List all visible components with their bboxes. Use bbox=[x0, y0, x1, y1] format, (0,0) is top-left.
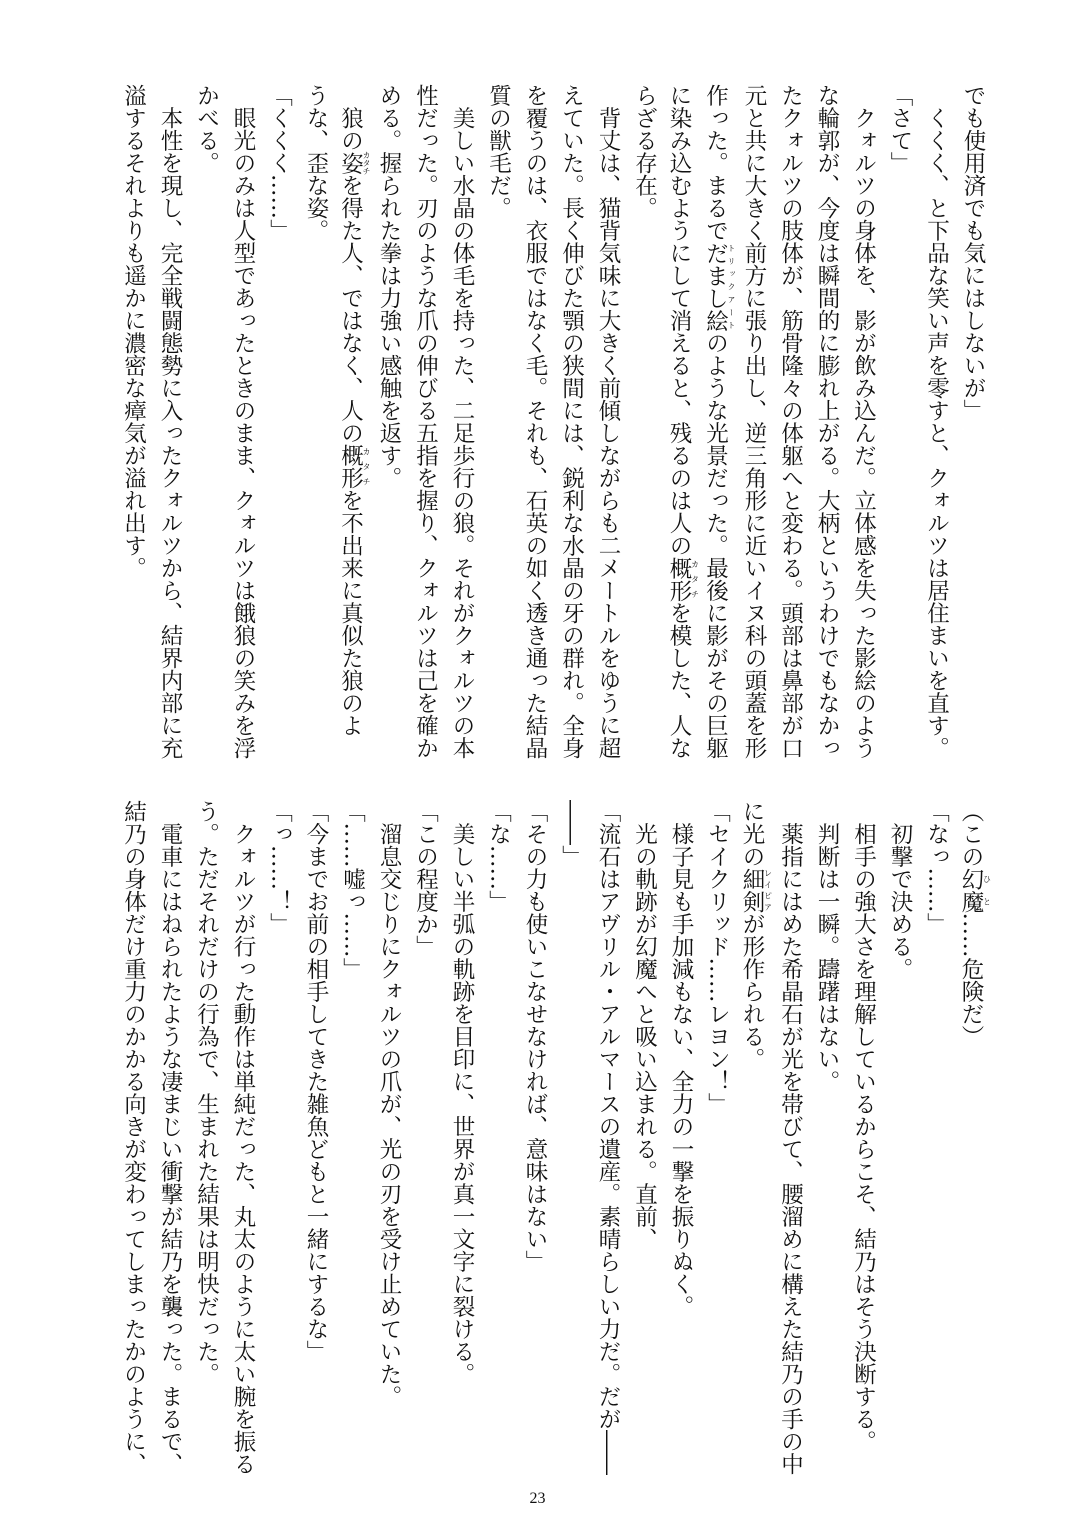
text-segment: うな、歪な姿。 bbox=[303, 84, 329, 242]
text-segment: 本性を現し、完全戦闘態勢に入ったクォルツから、結界内部に充 bbox=[157, 84, 183, 759]
text-segment: 「さて」 bbox=[887, 84, 913, 174]
text-segment: 「この程度か」 bbox=[412, 800, 439, 958]
text-column bbox=[699, 800, 736, 1490]
text-column bbox=[736, 84, 773, 774]
text-column bbox=[444, 800, 481, 1490]
text-column bbox=[152, 84, 189, 774]
text-column bbox=[407, 84, 444, 774]
text-column bbox=[955, 84, 992, 774]
text-column bbox=[809, 84, 846, 774]
text-segment: 「な……」 bbox=[485, 800, 512, 913]
text-segment: 薬指にはめた希晶石が光を帯びて、腰溜めに構えた結乃の手の中 bbox=[777, 800, 804, 1475]
ruby-text bbox=[702, 241, 736, 332]
text-segment: たクォルツの肢体が、筋骨隆々の体躯へと変わる。頭部は鼻部が口 bbox=[777, 84, 804, 759]
text-segment: う。ただそれだけの行為で、生まれた結果は明快だった。 bbox=[193, 800, 220, 1385]
ruby-base: 細剣 bbox=[739, 867, 765, 913]
text-column bbox=[225, 800, 262, 1490]
text-segment: 様子見も手加減もない、全力の一撃を振りぬく。 bbox=[668, 800, 694, 1318]
text-segment: 眼光のみは人型であったときのまま、クォルツは餓狼の笑みを浮 bbox=[230, 84, 256, 759]
text-segment: を得た人、ではなく、人の bbox=[337, 174, 364, 444]
text-column bbox=[590, 84, 627, 774]
text-segment: 「……嘘っ……」 bbox=[339, 800, 366, 980]
text-column bbox=[517, 800, 554, 1490]
page-number: 23 bbox=[529, 1490, 546, 1507]
text-segment: 「なっ……」 bbox=[923, 800, 950, 935]
ruby-base: 概形 bbox=[666, 556, 692, 602]
text-segment: （この bbox=[958, 800, 984, 868]
text-column bbox=[188, 800, 225, 1490]
text-column bbox=[371, 84, 408, 774]
text-column bbox=[334, 84, 371, 774]
text-column bbox=[480, 800, 517, 1490]
text-segment: クォルツが行った動作は単純だった、丸太のように太い腕を振る bbox=[230, 800, 256, 1475]
text-column bbox=[152, 800, 189, 1490]
text-segment: 美しい水晶の体毛を持った、二足歩行の狼。それがクォルツの本 bbox=[449, 84, 475, 759]
text-column bbox=[882, 800, 919, 1490]
ruby-text bbox=[337, 444, 371, 489]
text-segment: 相手の強大さを理解しているからこそ、結乃はそう決断する。 bbox=[850, 800, 877, 1453]
text-segment: 電車にはねられたような凄まじい衝撃が結乃を襲った。まるで、 bbox=[157, 800, 183, 1475]
text-column bbox=[407, 800, 444, 1490]
text-column bbox=[626, 800, 663, 1490]
ruby-base: だまし絵 bbox=[702, 241, 729, 332]
text-column bbox=[298, 800, 335, 1490]
text-segment: くくく、と下品な笑い声を零すと、クォルツは居住まいを直す。 bbox=[923, 84, 950, 759]
text-column bbox=[918, 84, 955, 774]
text-segment: 溜息交じりにクォルツの爪が、光の刃を受け止めていた。 bbox=[376, 800, 402, 1408]
text-segment: 美しい半弧の軌跡を目印に、世界が真一文字に裂ける。 bbox=[449, 800, 475, 1385]
text-segment: な輪郭が、今度は瞬間的に膨れ上がる。大柄というわけでもなかっ bbox=[814, 84, 840, 759]
text-segment: でも使用済でも気にはしないが」 bbox=[960, 84, 986, 422]
text-segment: める。握られた拳は力強い感触を返す。 bbox=[376, 84, 402, 489]
text-segment: に染み込むようにして消えると、残るのは人の bbox=[666, 84, 692, 557]
text-segment: 判断は一瞬。躊躇はない。 bbox=[814, 800, 840, 1093]
text-segment: を不出来に真似た狼のよ bbox=[337, 489, 364, 737]
text-segment: 「流石はアヴリル・アルマースの遺産。素晴らしい力だ。だが―― bbox=[595, 800, 621, 1475]
ruby-annotation: カタチ bbox=[690, 556, 700, 602]
text-segment: 性だった。刃のような爪の伸びる五指を握り、クォルツは己を確か bbox=[412, 84, 439, 759]
text-column bbox=[517, 84, 554, 774]
text-column bbox=[553, 84, 590, 774]
text-column bbox=[444, 84, 481, 774]
ruby-text bbox=[958, 867, 992, 913]
text-segment: ――」 bbox=[558, 800, 585, 868]
text-column bbox=[115, 800, 152, 1490]
text-segment: 元と共に大きく前方に張り出し、逆三角形に近いイヌ科の頭蓋を形 bbox=[741, 84, 767, 759]
text-column bbox=[371, 800, 408, 1490]
text-column bbox=[480, 84, 517, 774]
text-column bbox=[663, 84, 700, 774]
text-segment: を覆うのは、衣服ではなく毛。それも、石英の如く透き通った結晶 bbox=[522, 84, 548, 759]
text-segment: 「その力も使いこなせなければ、意味はない」 bbox=[522, 800, 548, 1273]
ruby-text bbox=[337, 150, 371, 175]
text-column bbox=[809, 800, 846, 1490]
text-column bbox=[298, 84, 335, 774]
text-segment: 「くくく……」 bbox=[266, 84, 293, 242]
text-column bbox=[845, 84, 882, 774]
text-column bbox=[772, 800, 809, 1490]
text-column bbox=[882, 84, 919, 774]
text-column bbox=[225, 84, 262, 774]
ruby-annotation: ひと bbox=[982, 867, 992, 913]
text-segment: 作った。まるで bbox=[702, 84, 729, 242]
text-segment: 背丈は、猫背気味に大きく前傾しながらも二メートルをゆうに超 bbox=[595, 84, 621, 759]
text-column bbox=[115, 84, 152, 774]
ruby-annotation: カタチ bbox=[362, 444, 371, 489]
text-column bbox=[955, 800, 992, 1490]
ruby-base: 概形 bbox=[337, 444, 364, 489]
ruby-annotation: トリックアート bbox=[727, 241, 736, 332]
ruby-annotation: カタチ bbox=[362, 150, 371, 175]
text-column bbox=[663, 800, 700, 1490]
text-segment: 溢するそれよりも遥かに濃密な瘴気が溢れ出す。 bbox=[120, 84, 147, 579]
text-segment: のような光景だった。最後に影がその巨躯 bbox=[702, 331, 729, 759]
ruby-annotation: レイピア bbox=[763, 867, 773, 913]
text-segment: 狼の bbox=[337, 84, 364, 152]
text-segment: ……危険だ） bbox=[958, 912, 984, 1048]
text-column bbox=[261, 800, 298, 1490]
text-segment: が形作られる。 bbox=[739, 912, 765, 1070]
ruby-base: 姿 bbox=[337, 150, 364, 175]
text-segment: を模した、人な bbox=[666, 601, 692, 759]
bottom-text-block bbox=[115, 800, 991, 1490]
text-segment: 光の軌跡が幻魔へと吸い込まれる。直前、 bbox=[631, 800, 658, 1250]
text-segment: 「っ……！」 bbox=[266, 800, 293, 935]
text-column bbox=[699, 84, 736, 774]
text-column bbox=[553, 800, 590, 1490]
text-column bbox=[626, 84, 663, 774]
ruby-text bbox=[739, 867, 773, 913]
text-column bbox=[334, 800, 371, 1490]
ruby-base: 幻魔 bbox=[958, 867, 984, 913]
text-column bbox=[736, 800, 773, 1490]
text-segment: 結乃の身体だけ重力のかかる向きが変わってしまったかのように、 bbox=[120, 800, 147, 1475]
text-segment: 初撃で決める。 bbox=[887, 800, 913, 980]
text-segment: 「セイクリッド……レヨン！」 bbox=[704, 800, 731, 1115]
text-segment: えていた。長く伸びた顎の狭間には、鋭利な水晶の牙の群れ。全身 bbox=[558, 84, 585, 759]
text-segment: に光の bbox=[739, 800, 765, 868]
ruby-text bbox=[666, 556, 700, 602]
text-segment: 「今までお前の相手してきた雑魚どもと一緒にするな」 bbox=[303, 800, 329, 1363]
text-column bbox=[845, 800, 882, 1490]
text-segment: かべる。 bbox=[193, 84, 220, 174]
text-column bbox=[590, 800, 627, 1490]
text-column bbox=[261, 84, 298, 774]
text-column bbox=[918, 800, 955, 1490]
text-segment: 質の獣毛だ。 bbox=[485, 84, 512, 219]
text-segment: クォルツの身体を、影が飲み込んだ。立体感を失った影絵のよう bbox=[850, 84, 877, 759]
top-text-block bbox=[115, 84, 991, 774]
text-column bbox=[188, 84, 225, 774]
text-segment: らざる存在。 bbox=[631, 84, 658, 219]
text-column bbox=[772, 84, 809, 774]
